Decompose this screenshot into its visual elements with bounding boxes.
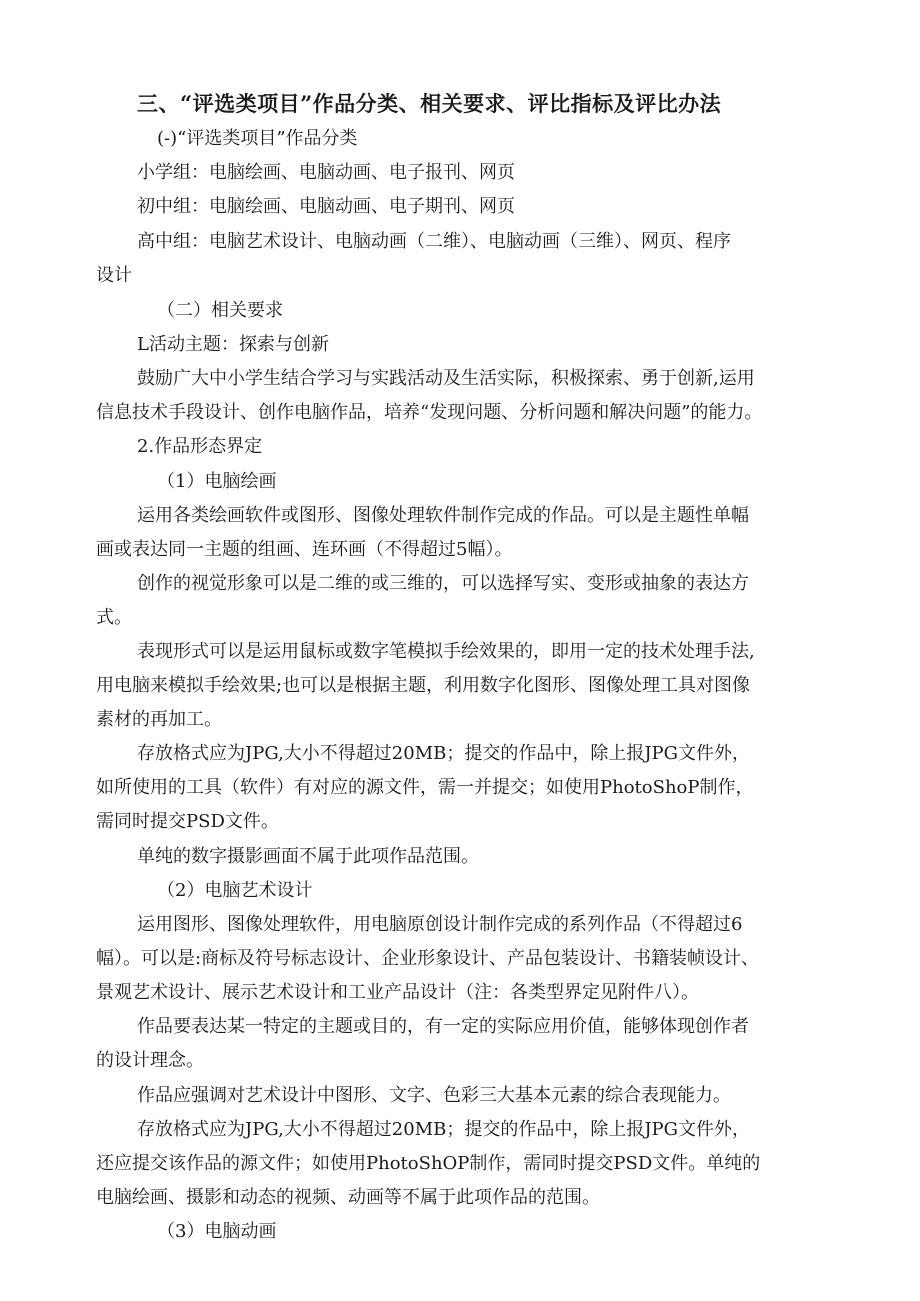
paragraph: 素材的再加工。 [96, 709, 222, 730]
section2-heading: （二）相关要求 [157, 300, 283, 321]
theme-line: L活动主题：探索与创新 [137, 334, 329, 355]
paragraph: 作品应强调对艺术设计中图形、文字、色彩三大基本元素的综合表现能力。 [137, 1085, 731, 1106]
category-primary: 小学组：电脑绘画、电脑动画、电子报刊、网页 [137, 162, 515, 183]
paragraph: 画或表达同一主题的组画、连环画（不得超过5幅）。 [96, 539, 513, 560]
paragraph: 需同时提交PSD文件。 [96, 811, 279, 832]
paragraph: 表现形式可以是运用鼠标或数字笔模拟手绘效果的，即用一定的技术处理手法, [137, 641, 755, 662]
section1-heading: (-)“评选类项目”作品分类 [157, 128, 358, 149]
paragraph: 如所使用的工具（软件）有对应的源文件，需一并提交；如使用PhotoShoP制作， [96, 777, 754, 798]
paragraph: 式。 [96, 607, 132, 628]
painting-heading: （1）电脑绘画 [157, 471, 277, 492]
animation-heading: （3）电脑动画 [157, 1221, 277, 1242]
paragraph: 景观艺术设计、展示艺术设计和工业产品设计（注：各类型界定见附件八）。 [96, 982, 699, 1003]
paragraph: 存放格式应为JPG,大小不得超过20MB；提交的作品中，除上报JPG文件外， [137, 743, 751, 764]
category-senior: 高中组：电脑艺术设计、电脑动画（二维）、电脑动画（三维）、网页、程序 [137, 231, 731, 252]
paragraph: 运用图形、图像处理软件，用电脑原创设计制作完成的系列作品（不得超过6 [137, 914, 743, 935]
paragraph: 存放格式应为JPG,大小不得超过20MB；提交的作品中，除上报JPG文件外， [137, 1119, 751, 1140]
paragraph: 的设计理念。 [96, 1050, 204, 1071]
category-junior: 初中组：电脑绘画、电脑动画、电子期刊、网页 [137, 196, 515, 217]
form-heading: 2.作品形态界定 [137, 436, 263, 457]
paragraph: 鼓励广大中小学生结合学习与实践活动及生活实际，积极探索、勇于创新,运用 [137, 368, 755, 389]
paragraph: 运用各类绘画软件或图形、图像处理软件制作完成的作品。可以是主题性单幅 [137, 505, 749, 526]
paragraph: 幅）。可以是:商标及符号标志设计、企业形象设计、产品包装设计、书籍装帧设计、 [96, 948, 760, 969]
paragraph: 单纯的数字摄影画面不属于此项作品范围。 [137, 846, 479, 867]
art-design-heading: （2）电脑艺术设计 [157, 880, 313, 901]
paragraph: 电脑绘画、摄影和动态的视频、动画等不属于此项作品的范围。 [96, 1187, 600, 1208]
paragraph: 信息技术手段设计、创作电脑作品，培养“发现问题、分析问题和解决问题”的能力。 [96, 402, 763, 423]
paragraph: 作品要表达某一特定的主题或目的，有一定的实际应用价值，能够体现创作者 [137, 1016, 749, 1037]
paragraph: 创作的视觉形象可以是二维的或三维的，可以选择写实、变形或抽象的表达方 [137, 573, 749, 594]
paragraph: 还应提交该作品的源文件；如使用PhotoShOP制作，需同时提交PSD文件。单纯的 [96, 1153, 761, 1174]
document-title: 三、“评选类项目”作品分类、相关要求、评比指标及评比办法 [137, 91, 722, 116]
category-senior-cont: 设计 [96, 265, 132, 286]
paragraph: 用电脑来模拟手绘效果;也可以是根据主题，利用数字化图形、图像处理工具对图像 [96, 675, 751, 696]
